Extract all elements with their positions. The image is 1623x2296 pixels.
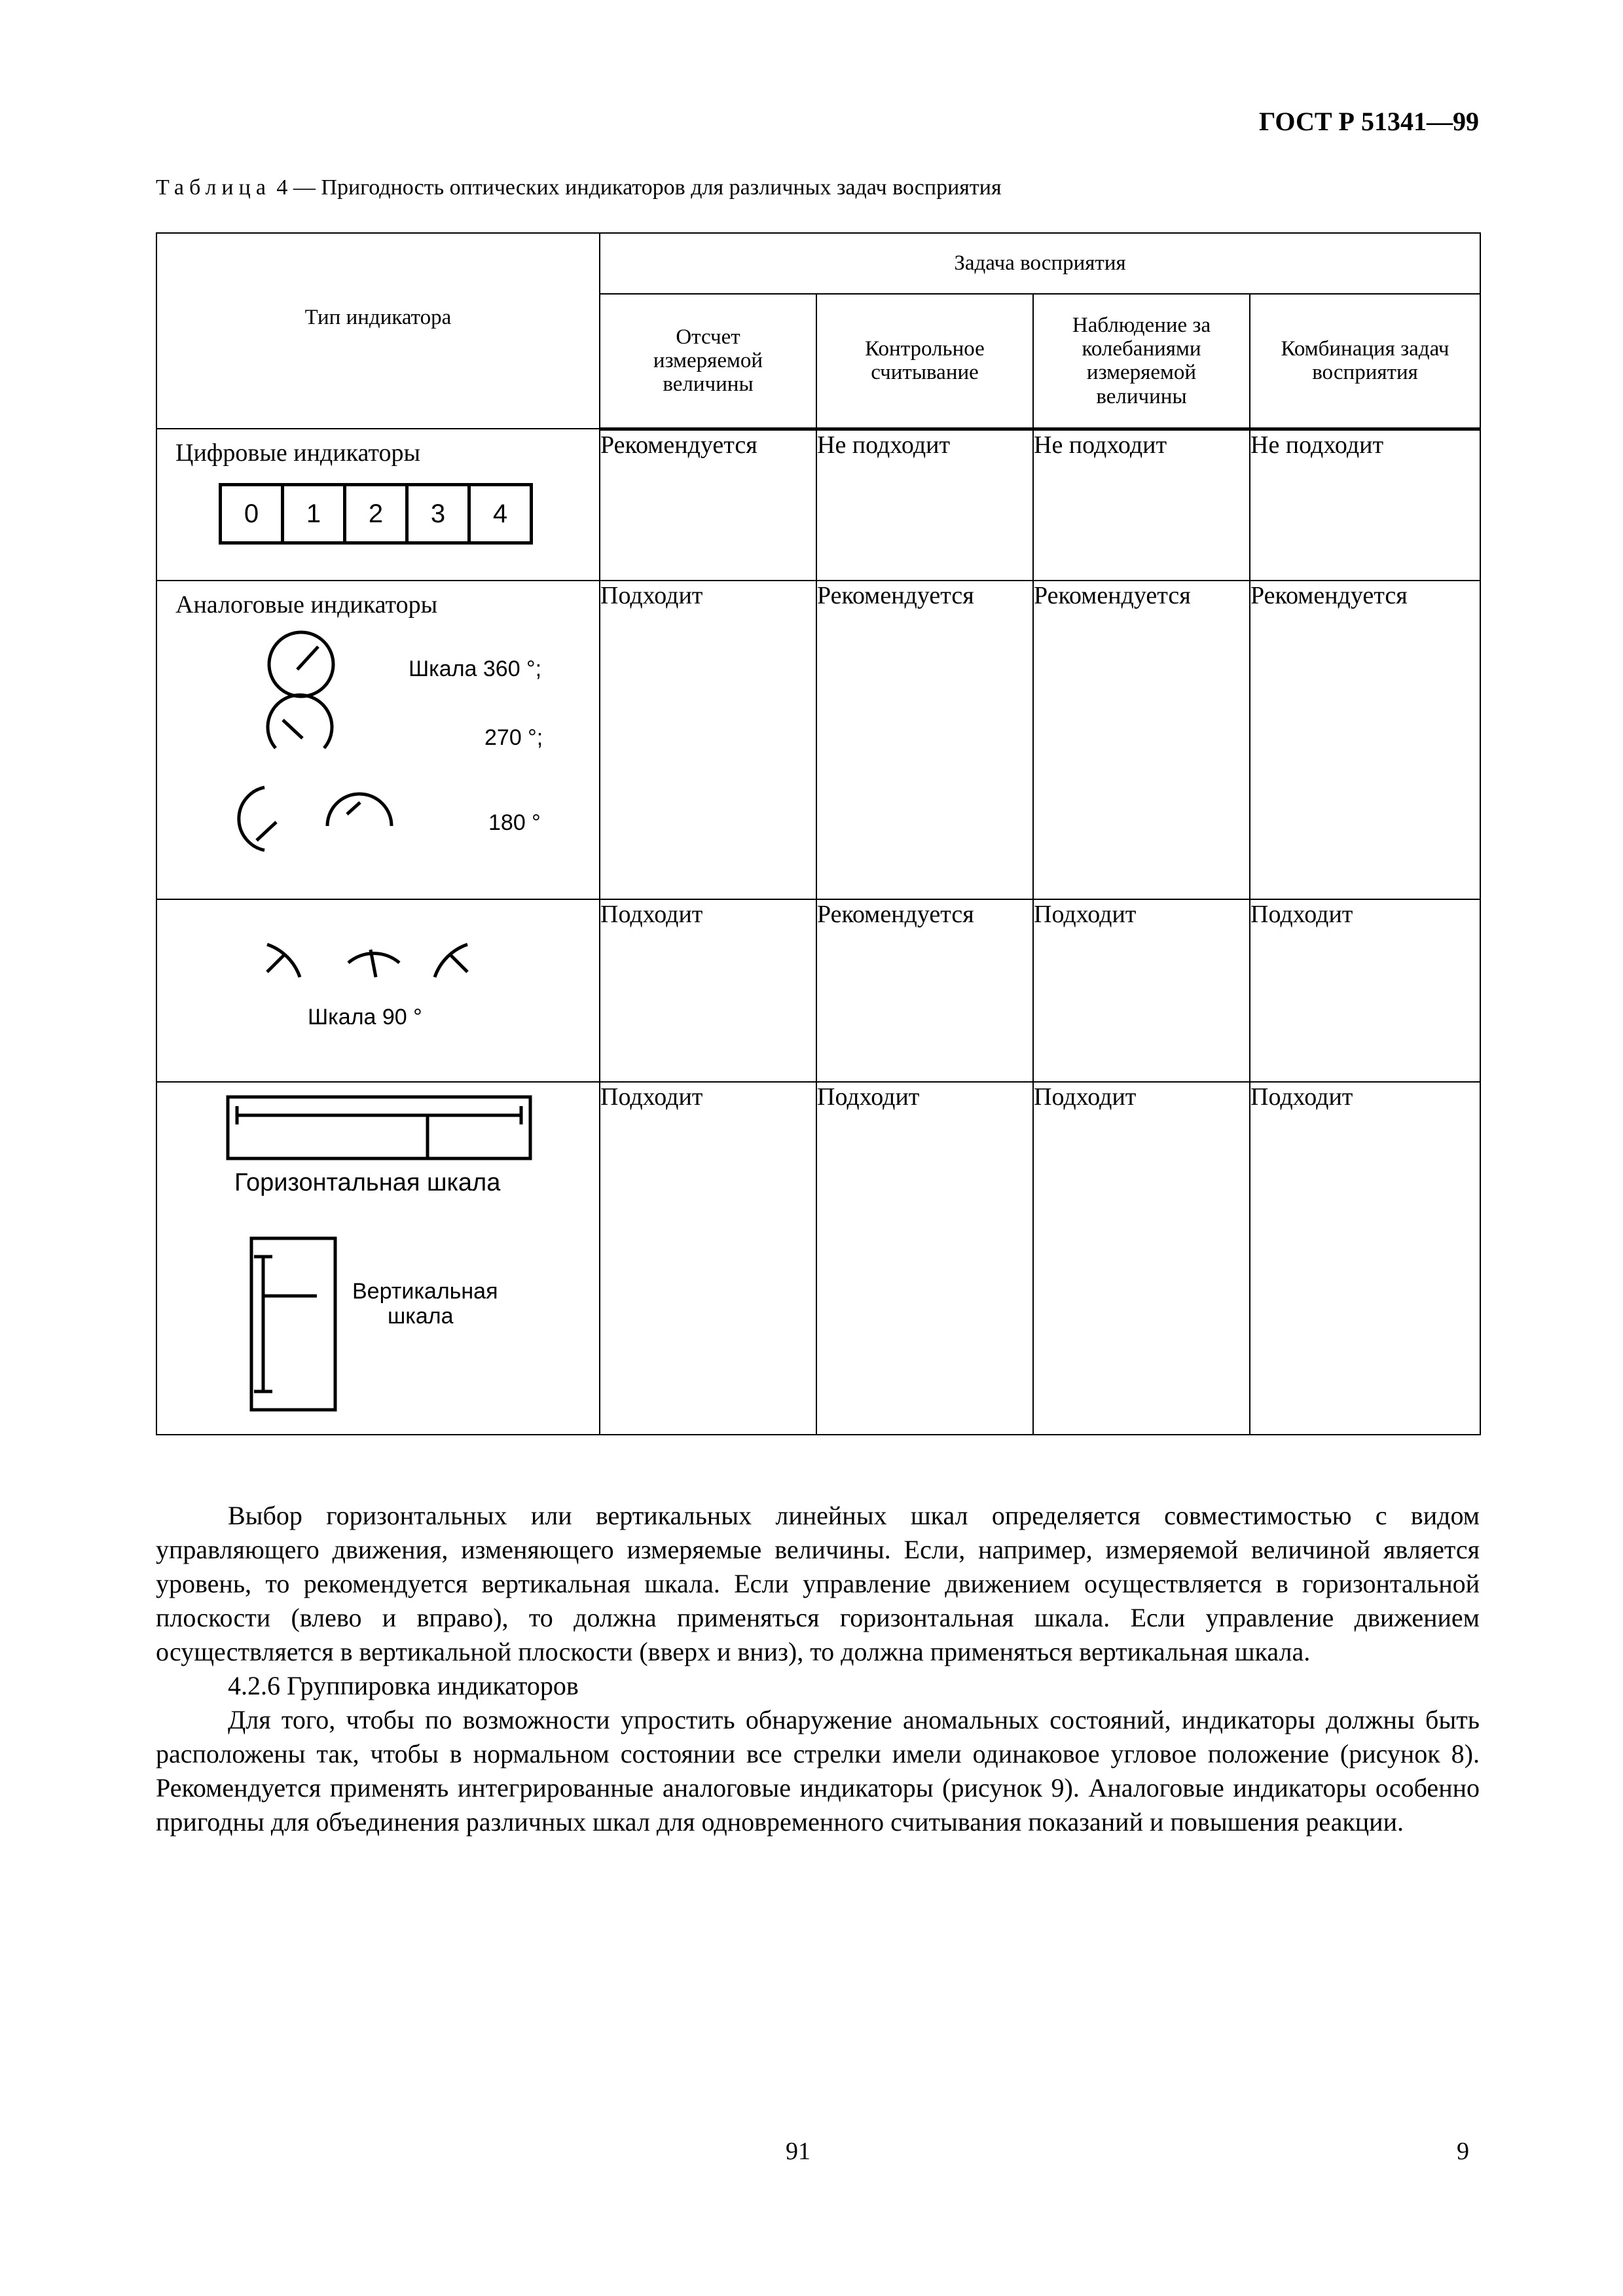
- header-reading: Отсчет измеряемой величины: [600, 294, 816, 429]
- header-combination: Комбинация задач восприятия: [1250, 294, 1480, 429]
- digit: 4: [492, 499, 508, 528]
- table-row: [156, 581, 1480, 899]
- cell-value: Подходит: [600, 1082, 816, 1435]
- page-number-left: 91: [786, 2138, 811, 2165]
- body-text: [156, 1499, 1480, 1839]
- page-number-right: 9: [1457, 2138, 1469, 2165]
- header-perception-task: Задача восприятия: [600, 233, 1480, 294]
- cell-value: Подходит: [1033, 899, 1250, 1082]
- vertical-scale-label-1: Вертикальная: [352, 1279, 498, 1304]
- quarter-dials-icon: [157, 900, 600, 1083]
- cell-value: Рекомендуется: [600, 429, 816, 581]
- cell-value: Подходит: [600, 899, 816, 1082]
- indicator-cell-digital: [156, 429, 600, 581]
- digital-display-icon: [219, 483, 533, 545]
- indicator-cell-analog: [156, 581, 600, 899]
- header-monitoring: Наблюдение за колебаниями измеряемой величины: [1033, 294, 1250, 429]
- row-label-digital: Цифровые индикаторы: [175, 439, 420, 467]
- cell-value: Не подходит: [1250, 429, 1480, 581]
- digit: 2: [346, 486, 409, 541]
- cell-value: Подходит: [1250, 1082, 1480, 1435]
- digit: 3: [409, 486, 471, 541]
- cell-value: Подходит: [816, 1082, 1033, 1435]
- cell-value: Рекомендуется: [1250, 581, 1480, 899]
- linear-scales-icon: [157, 1083, 600, 1435]
- digit: 0: [222, 486, 284, 541]
- paragraph: Для того, чтобы по возможности упростить обнаружение аномальных состояний, индикаторы должны быть расположены так, чтобы в нормальном состоянии все стрелки имели одинаковое угловое положение (рисунок 8). Рекомендуется применять интегрированные аналоговые индикаторы (рисунок 9). Аналоговые индикаторы особенно пригодны для объединения различных шкал для одновременного считывания показаний и повышения реакции.: [156, 1705, 1480, 1837]
- scale-label-270: 270 °;: [484, 725, 543, 750]
- table-caption: [156, 175, 1002, 200]
- header-indicator-type: Тип индикатора: [156, 233, 600, 429]
- scale-label-180: 180 °: [488, 810, 541, 835]
- cell-value: Рекомендуется: [1033, 581, 1250, 899]
- cell-value: Подходит: [1250, 899, 1480, 1082]
- table-row: [156, 429, 1480, 581]
- table-row: [156, 899, 1480, 1082]
- cell-value: Не подходит: [816, 429, 1033, 581]
- horizontal-scale-label: Горизонтальная шкала: [234, 1169, 501, 1196]
- document-code: ГОСТ Р 51341—99: [1258, 107, 1479, 136]
- scale-label-90: Шкала 90 °: [308, 1005, 422, 1030]
- indicator-suitability-table: [156, 232, 1481, 1435]
- header-check-reading: Контрольное считывание: [816, 294, 1033, 429]
- cell-value: Не подходит: [1033, 429, 1250, 581]
- digit: 1: [284, 486, 346, 541]
- cell-value: Рекомендуется: [816, 581, 1033, 899]
- scale-label-360: Шкала 360 °;: [409, 656, 542, 681]
- row-label-analog: Аналоговые индикаторы: [175, 591, 438, 619]
- cell-value: Подходит: [600, 581, 816, 899]
- cell-value: Подходит: [1033, 1082, 1250, 1435]
- table-row: [156, 1082, 1480, 1435]
- indicator-cell-90-scale: [156, 899, 600, 1082]
- cell-value: Рекомендуется: [816, 899, 1033, 1082]
- paragraph: Выбор горизонтальных или вертикальных линейных шкал определяется совместимостью с видом управляющего движения, изменяющего измеряемые величины. Если, например, измеряемой величиной является уровень, то рекомендуется вертикальная шкала. Если управление движением осуществляется в горизонтальной плоскости (влево и вправо), то должна применяться горизонтальная шкала. Если управление движением осуществляется в вертикальной плоскости (вверх и вниз), то должна применяться вертикальная шкала.: [156, 1501, 1480, 1666]
- table-caption-text: 4 — Пригодность оптических индикаторов для различных задач восприятия: [270, 175, 1002, 200]
- vertical-scale-label-2: шкала: [388, 1304, 454, 1329]
- section-heading: 4.2.6 Группировка индикаторов: [228, 1671, 579, 1700]
- table-caption-word: Таблица: [156, 175, 271, 200]
- indicator-cell-linear: [156, 1082, 600, 1435]
